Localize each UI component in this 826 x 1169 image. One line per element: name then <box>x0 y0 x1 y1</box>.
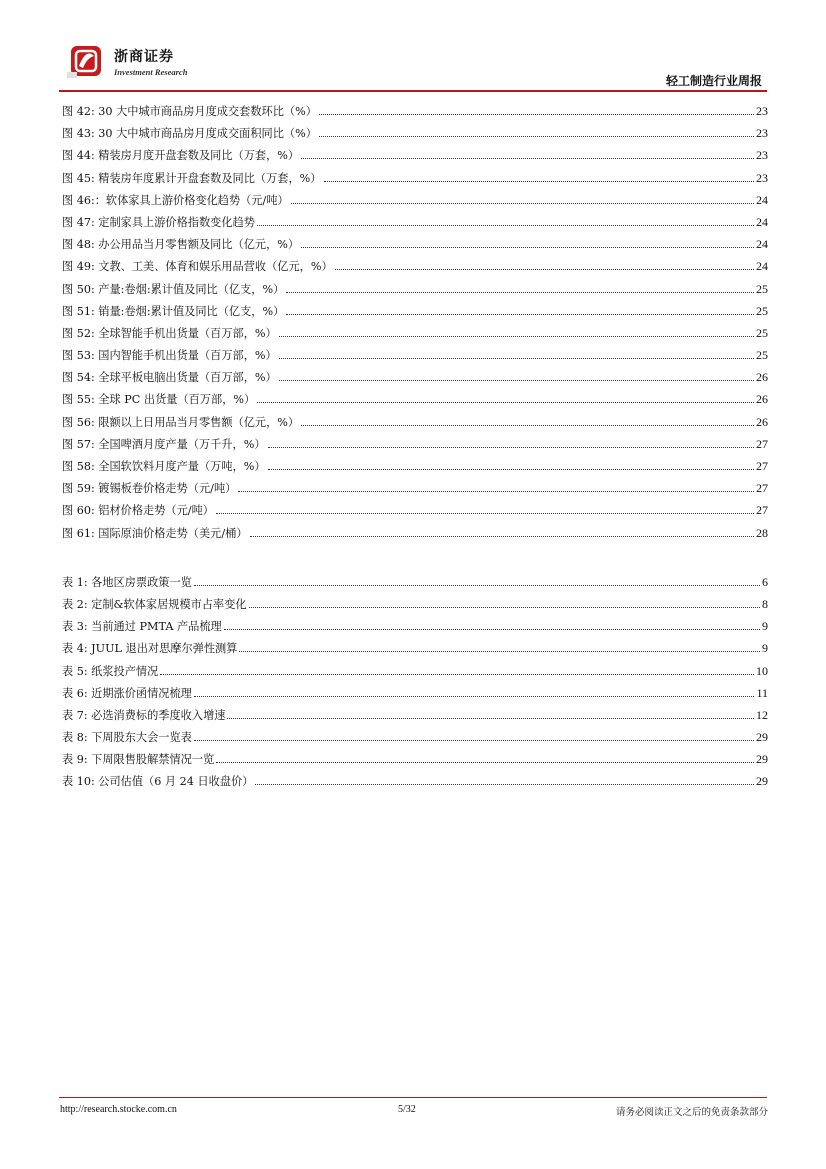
dot-leader <box>255 784 754 785</box>
figure-entry[interactable] <box>62 258 768 280</box>
table-entry[interactable] <box>62 685 768 707</box>
table-entry-label: 表 4: JUUL 退出对思摩尔弹性测算 <box>62 642 238 656</box>
figure-entry-page: 25 <box>756 325 768 340</box>
figure-entry-page: 23 <box>756 170 768 185</box>
figure-entry-page: 26 <box>756 414 768 429</box>
table-of-contents <box>62 103 768 796</box>
dot-leader <box>301 158 754 159</box>
figure-entry-page: 27 <box>756 481 768 496</box>
figure-entry[interactable] <box>62 192 768 214</box>
company-name: 浙商证券 <box>114 49 174 65</box>
figure-entry[interactable] <box>62 458 768 480</box>
table-entry-page: 8 <box>762 596 768 611</box>
page-number: 5/32 <box>398 1104 416 1115</box>
figure-entry-label: 图 49: 文教、工美、体育和娱乐用品营收（亿元，%） <box>62 260 333 274</box>
dot-leader <box>286 314 754 315</box>
dot-leader <box>286 292 754 293</box>
figure-entry-page: 24 <box>756 259 768 274</box>
table-entry[interactable] <box>62 618 768 640</box>
figure-entry[interactable] <box>62 170 768 192</box>
table-entry[interactable] <box>62 596 768 618</box>
dot-leader <box>257 402 754 403</box>
header-divider <box>59 90 767 92</box>
page-header <box>0 0 826 95</box>
figure-entry-label: 图 43: 30 大中城市商品房月度成交面积同比（%） <box>62 127 317 141</box>
dot-leader <box>160 674 754 675</box>
dot-leader <box>216 513 754 514</box>
figure-entry-page: 24 <box>756 192 768 207</box>
figure-entry[interactable] <box>62 525 768 547</box>
figure-entry[interactable] <box>62 125 768 147</box>
figure-entry-label: 图 42: 30 大中城市商品房月度成交套数环比（%） <box>62 105 317 118</box>
dot-leader <box>279 336 754 337</box>
figure-entry-page: 23 <box>756 148 768 163</box>
dot-leader <box>227 718 754 719</box>
figure-entry-page: 24 <box>756 237 768 252</box>
figure-entry[interactable] <box>62 502 768 524</box>
table-entry-label: 表 7: 必选消费标的季度收入增速 <box>62 708 226 722</box>
table-entry[interactable] <box>62 773 768 795</box>
figure-entry[interactable] <box>62 347 768 369</box>
dot-leader <box>194 740 754 741</box>
table-entry-page: 29 <box>756 774 768 789</box>
figure-entry[interactable] <box>62 480 768 502</box>
figure-entry-page: 26 <box>756 392 768 407</box>
figure-entry-page: 27 <box>756 436 768 451</box>
figure-entry[interactable] <box>62 325 768 347</box>
table-entry[interactable] <box>62 751 768 773</box>
figure-entry[interactable] <box>62 369 768 391</box>
dot-leader <box>216 762 754 763</box>
dot-leader <box>194 696 755 697</box>
dot-leader <box>279 380 754 381</box>
figure-entry-page: 25 <box>756 303 768 318</box>
figure-entry-label: 图 56: 限额以上日用品当月零售额（亿元，%） <box>62 415 300 429</box>
dot-leader <box>335 269 754 270</box>
dot-leader <box>268 469 754 470</box>
table-entry[interactable] <box>62 663 768 685</box>
figure-entry-page: 23 <box>756 104 768 118</box>
figure-entry[interactable] <box>62 147 768 169</box>
figure-entry-page: 23 <box>756 126 768 141</box>
figure-entry-page: 26 <box>756 370 768 385</box>
dot-leader <box>249 607 760 608</box>
dot-leader <box>319 114 754 115</box>
report-title: 轻工制造行业周报 <box>665 74 762 88</box>
figure-entry-page: 24 <box>756 214 768 229</box>
dot-leader <box>224 629 760 630</box>
table-entry-page: 29 <box>756 752 768 767</box>
dot-leader <box>257 225 754 226</box>
section-gap <box>62 547 768 574</box>
figure-entry-label: 图 47: 定制家具上游价格指数变化趋势 <box>62 215 255 229</box>
footer-url[interactable]: http://research.stocke.com.cn <box>60 1104 177 1115</box>
table-list <box>62 574 768 796</box>
table-entry-label: 表 9: 下周限售股解禁情况一览 <box>62 753 215 767</box>
figure-entry-label: 图 57: 全国啤酒月度产量（万千升，%） <box>62 437 266 451</box>
figure-entry[interactable] <box>62 414 768 436</box>
table-entry-label: 表 6: 近期涨价函情况梳理 <box>62 686 192 700</box>
figure-entry[interactable] <box>62 103 768 125</box>
figure-entry-label: 图 54: 全球平板电脑出货量（百万部，%） <box>62 371 277 385</box>
table-entry-label: 表 2: 定制&软体家居规模市占率变化 <box>62 597 247 611</box>
table-entry-label: 表 5: 纸浆投产情况 <box>62 664 159 678</box>
figure-entry-label: 图 46:：软体家具上游价格变化趋势（元/吨） <box>62 193 289 207</box>
figure-entry-page: 25 <box>756 281 768 296</box>
dot-leader <box>324 181 755 182</box>
dot-leader <box>301 425 754 426</box>
figure-entry-label: 图 48: 办公用品当月零售额及同比（亿元，%） <box>62 238 300 252</box>
footer-divider <box>59 1097 767 1098</box>
figure-entry-page: 25 <box>756 348 768 363</box>
dot-leader <box>291 203 754 204</box>
company-tagline: Investment Research <box>114 67 188 77</box>
figure-entry-label: 图 59: 镀锡板卷价格走势（元/吨） <box>62 482 237 496</box>
figure-entry-label: 图 60: 铝材价格走势（元/吨） <box>62 504 214 518</box>
dot-leader <box>301 247 754 248</box>
table-entry[interactable] <box>62 574 768 596</box>
figure-entry-label: 图 44: 精装房月度开盘套数及同比（万套，%） <box>62 149 300 163</box>
figure-entry-label: 图 50: 产量:卷烟:累计值及同比（亿支，%） <box>62 282 285 296</box>
dot-leader <box>194 585 760 586</box>
dot-leader <box>319 136 754 137</box>
table-entry[interactable] <box>62 729 768 751</box>
figure-entry[interactable] <box>62 436 768 458</box>
table-entry-page: 12 <box>756 707 768 722</box>
figure-entry-label: 图 61: 国际原油价格走势（美元/桶） <box>62 526 248 540</box>
table-entry-page: 10 <box>756 663 768 678</box>
figure-entry[interactable] <box>62 303 768 325</box>
table-entry-label: 表 8: 下周股东大会一览表 <box>62 731 192 745</box>
figure-entry-label: 图 58: 全国软饮料月度产量（万吨，%） <box>62 460 266 473</box>
dot-leader <box>250 536 754 537</box>
table-entry-page: 9 <box>762 619 768 634</box>
table-entry-label: 表 3: 当前通过 PMTA 产品梳理 <box>62 620 222 634</box>
table-entry[interactable] <box>62 640 768 662</box>
figure-entry[interactable] <box>62 281 768 303</box>
figure-entry-page: 27 <box>756 503 768 518</box>
figure-entry[interactable] <box>62 236 768 258</box>
figure-entry-label: 图 53: 国内智能手机出货量（百万部，%） <box>62 349 277 363</box>
figure-list <box>62 103 768 547</box>
table-entry-page: 11 <box>756 685 768 700</box>
table-entry-page: 29 <box>756 730 768 745</box>
dot-leader <box>239 651 760 652</box>
figure-entry-label: 图 51: 销量:卷烟:累计值及同比（亿支，%） <box>62 304 285 318</box>
company-logo-icon <box>67 42 105 80</box>
figure-entry-label: 图 55: 全球 PC 出货量（百万部，%） <box>62 393 256 407</box>
figure-entry-page: 28 <box>756 525 768 540</box>
figure-entry[interactable] <box>62 214 768 236</box>
dot-leader <box>238 491 754 492</box>
figure-entry-label: 图 52: 全球智能手机出货量（百万部，%） <box>62 326 277 340</box>
figure-entry[interactable] <box>62 391 768 413</box>
figure-entry-label: 图 45: 精装房年度累计开盘套数及同比（万套，%） <box>62 171 322 185</box>
table-entry[interactable] <box>62 707 768 729</box>
figure-entry-page: 27 <box>756 459 768 473</box>
table-entry-label: 表 1: 各地区房票政策一览 <box>62 575 192 589</box>
dot-leader <box>268 447 754 448</box>
disclaimer-note: 请务必阅读正文之后的免责条款部分 <box>615 1107 768 1118</box>
table-entry-page: 6 <box>762 574 768 589</box>
dot-leader <box>279 358 754 359</box>
table-entry-label: 表 10: 公司估值（6 月 24 日收盘价） <box>62 775 254 789</box>
table-entry-page: 9 <box>762 641 768 656</box>
